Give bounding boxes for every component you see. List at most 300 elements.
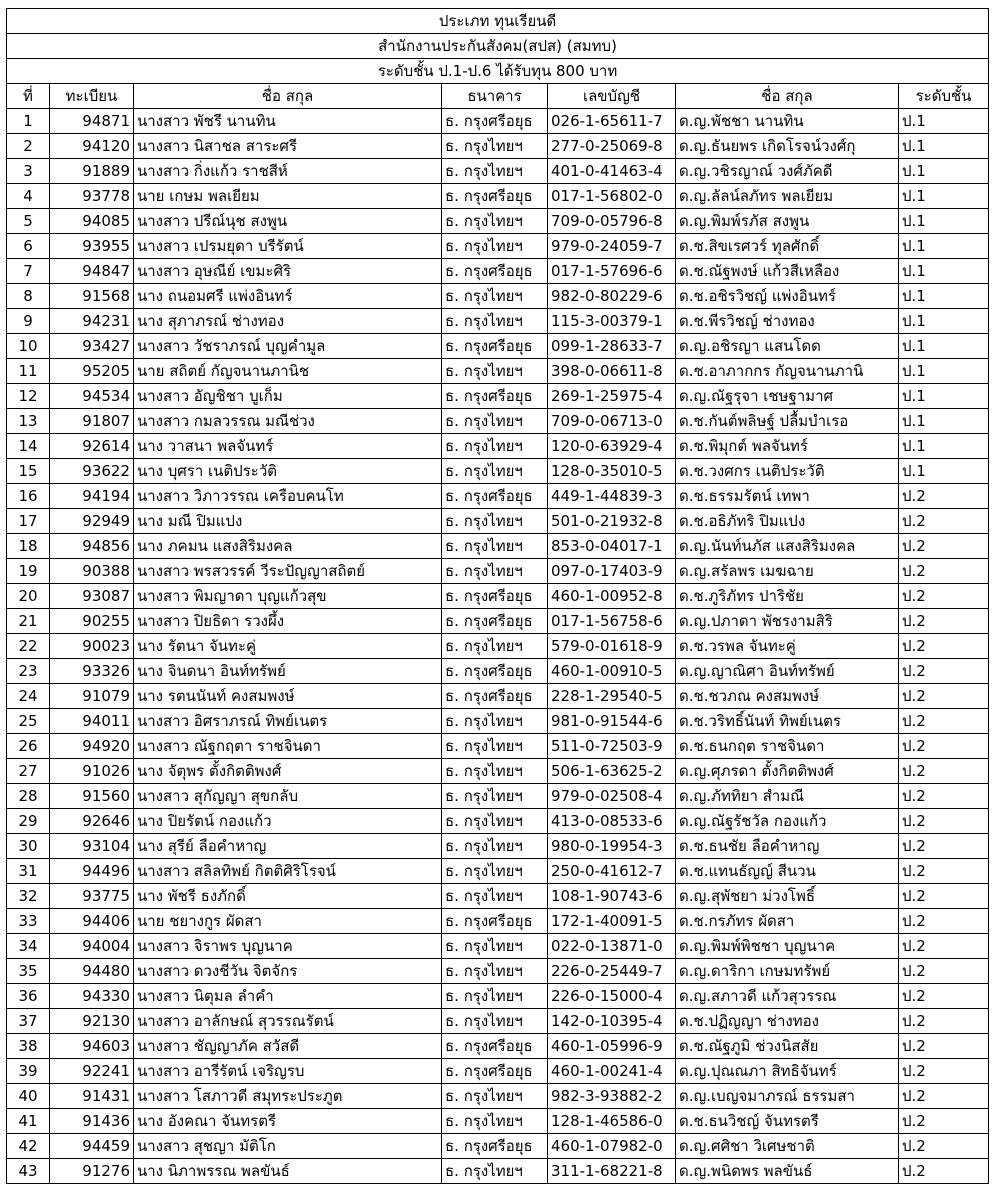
registration-number: 91079 (50, 684, 134, 709)
account-number: 511-0-72503-9 (548, 734, 676, 759)
registration-number: 91560 (50, 784, 134, 809)
student-name: ด.ญ.ธันยพร เกิดโรจน์วงศ์กุ (676, 134, 899, 159)
bank-name: ธ. กรุงศรีอยุธ (442, 184, 548, 209)
student-name: ด.ช.ชวภณ คงสมพงษ์ (676, 684, 899, 709)
table-row (7, 1134, 989, 1159)
grade-level: ป.2 (899, 1009, 989, 1034)
row-number: 41 (7, 1109, 50, 1134)
parent-name: นางสาว วัชราภรณ์ บุญคำมูล (134, 334, 442, 359)
grade-level: ป.2 (899, 584, 989, 609)
bank-name: ธ. กรุงไทยฯ (442, 134, 548, 159)
bank-name: ธ. กรุงไทยฯ (442, 784, 548, 809)
bank-name: ธ. กรุงไทยฯ (442, 459, 548, 484)
grade-level: ป.2 (899, 959, 989, 984)
student-name: ด.ญ.ดาริกา เกษมทรัพย์ (676, 959, 899, 984)
grade-level: ป.2 (899, 809, 989, 834)
grade-level: ป.2 (899, 984, 989, 1009)
parent-name: นาย สถิตย์ กัญจนานภานิช (134, 359, 442, 384)
table-row (7, 1109, 989, 1134)
grade-level: ป.2 (899, 1109, 989, 1134)
grade-level: ป.2 (899, 859, 989, 884)
row-number: 23 (7, 659, 50, 684)
grade-level: ป.1 (899, 434, 989, 459)
student-name: ด.ช.กันต์พลิษฐ์ ปลื้มบำเรอ (676, 409, 899, 434)
bank-name: ธ. กรุงศรีอยุธ (442, 484, 548, 509)
bank-name: ธ. กรุงไทยฯ (442, 884, 548, 909)
grade-level: ป.2 (899, 909, 989, 934)
parent-name: นาง ปิยรัตน์ กองแก้ว (134, 809, 442, 834)
table-row (7, 559, 989, 584)
registration-number: 93955 (50, 234, 134, 259)
registration-number: 94856 (50, 534, 134, 559)
table-row (7, 734, 989, 759)
bank-name: ธ. กรุงศรีอยุธ (442, 259, 548, 284)
registration-number: 92241 (50, 1059, 134, 1084)
registration-number: 94920 (50, 734, 134, 759)
grade-level: ป.1 (899, 109, 989, 134)
table-row (7, 759, 989, 784)
bank-name: ธ. กรุงศรีอยุธ (442, 109, 548, 134)
student-name: ด.ญ.สภาวดี แก้วสุวรรณ (676, 984, 899, 1009)
row-number: 39 (7, 1059, 50, 1084)
bank-name: ธ. กรุงไทยฯ (442, 434, 548, 459)
table-row (7, 784, 989, 809)
row-number: 33 (7, 909, 50, 934)
row-number: 19 (7, 559, 50, 584)
account-number: 228-1-29540-5 (548, 684, 676, 709)
parent-name: นาย เกษม พลเยียม (134, 184, 442, 209)
bank-name: ธ. กรุงไทยฯ (442, 709, 548, 734)
bank-name: ธ. กรุงศรีอยุธ (442, 609, 548, 634)
parent-name: นางสาว พิมญาดา บุญแก้วสุข (134, 584, 442, 609)
table-row (7, 309, 989, 334)
table-row (7, 359, 989, 384)
student-name: ด.ญ.ปุณณภา สิทธิจันทร์ (676, 1059, 899, 1084)
table-row (7, 209, 989, 234)
student-name: ด.ญ.ญาณิศา อินท์ทรัพย์ (676, 659, 899, 684)
account-number: 311-1-68221-8 (548, 1159, 676, 1184)
bank-name: ธ. กรุงไทยฯ (442, 159, 548, 184)
parent-name: นาย ชยางกูร ผัดสา (134, 909, 442, 934)
account-number: 460-1-07982-0 (548, 1134, 676, 1159)
table-row (7, 234, 989, 259)
bank-name: ธ. กรุงไทยฯ (442, 284, 548, 309)
bank-name: ธ. กรุงไทยฯ (442, 1009, 548, 1034)
bank-name: ธ. กรุงไทยฯ (442, 959, 548, 984)
registration-number: 94480 (50, 959, 134, 984)
registration-number: 91568 (50, 284, 134, 309)
agency-title: สำนักงานประกันสังคม(สปส) (สมทบ) (7, 34, 989, 59)
bank-name: ธ. กรุงไทยฯ (442, 1109, 548, 1134)
table-row (7, 409, 989, 434)
bank-name: ธ. กรุงไทยฯ (442, 984, 548, 1009)
table-row (7, 259, 989, 284)
student-name: ด.ช.ภูริภัทร ปาริชัย (676, 584, 899, 609)
bank-name: ธ. กรุงศรีอยุธ (442, 909, 548, 934)
grade-level: ป.2 (899, 784, 989, 809)
parent-name: นางสาว กิ่งแก้ว ราชสีห์ (134, 159, 442, 184)
student-name: ด.ช.สิขเรศวร์ ทุลศักดิ์ (676, 234, 899, 259)
account-number: 398-0-06611-8 (548, 359, 676, 384)
account-number: 128-0-35010-5 (548, 459, 676, 484)
account-number: 250-0-41612-7 (548, 859, 676, 884)
table-row (7, 959, 989, 984)
table-row (7, 384, 989, 409)
table-row (7, 834, 989, 859)
account-number: 980-0-19954-3 (548, 834, 676, 859)
account-number: 460-1-00910-5 (548, 659, 676, 684)
grade-level: ป.1 (899, 384, 989, 409)
parent-name: นางสาว นิสาชล สาระศรี (134, 134, 442, 159)
student-name: ด.ญ.ณัฐรุจา เชษฐามาศ (676, 384, 899, 409)
account-number: 022-0-13871-0 (548, 934, 676, 959)
registration-number: 94194 (50, 484, 134, 509)
registration-number: 92646 (50, 809, 134, 834)
parent-name: นางสาว วิภาวรรณ เครือบคนโท (134, 484, 442, 509)
registration-number: 91026 (50, 759, 134, 784)
student-name: ด.ช.อาภากกร กัญจนานภานิ (676, 359, 899, 384)
student-name: ด.ช.วริทธิ์นันท์ ทิพย์เนตร (676, 709, 899, 734)
table-row (7, 634, 989, 659)
account-number: 460-1-00241-4 (548, 1059, 676, 1084)
grade-level: ป.1 (899, 134, 989, 159)
row-number: 11 (7, 359, 50, 384)
grade-level: ป.2 (899, 1034, 989, 1059)
parent-name: นางสาว อารีรัตน์ เจริญรบ (134, 1059, 442, 1084)
registration-number: 91889 (50, 159, 134, 184)
table-row (7, 334, 989, 359)
row-number: 25 (7, 709, 50, 734)
bank-name: ธ. กรุงศรีอยุธ (442, 584, 548, 609)
table-row (7, 159, 989, 184)
bank-name: ธ. กรุงไทยฯ (442, 1084, 548, 1109)
registration-number: 94534 (50, 384, 134, 409)
table-row (7, 1059, 989, 1084)
row-number: 35 (7, 959, 50, 984)
registration-number: 94330 (50, 984, 134, 1009)
grade-level: ป.1 (899, 409, 989, 434)
grade-level: ป.1 (899, 159, 989, 184)
grade-level: ป.2 (899, 684, 989, 709)
bank-name: ธ. กรุงไทยฯ (442, 234, 548, 259)
grade-level: ป.2 (899, 484, 989, 509)
parent-name: นางสาว นิตุมล ลำคำ (134, 984, 442, 1009)
student-name: ด.ช.ณัฐภูมิ ช่วงนิสสัย (676, 1034, 899, 1059)
row-number: 26 (7, 734, 50, 759)
row-number: 7 (7, 259, 50, 284)
student-name: ด.ญ.สุพัชยา ม่วงโพธิ์ (676, 884, 899, 909)
account-number: 099-1-28633-7 (548, 334, 676, 359)
registration-number: 91807 (50, 409, 134, 434)
row-number: 30 (7, 834, 50, 859)
student-name: ด.ญ.เบญจมาภรณ์ ธรรมสา (676, 1084, 899, 1109)
grade-level: ป.2 (899, 1059, 989, 1084)
grade-level: ป.1 (899, 359, 989, 384)
registration-number: 93104 (50, 834, 134, 859)
table-row (7, 1034, 989, 1059)
grade-level: ป.2 (899, 609, 989, 634)
bank-name: ธ. กรุงศรีอยุธ (442, 1134, 548, 1159)
student-name: ด.ช.วงศกร เนติประวัติ (676, 459, 899, 484)
account-number: 982-0-80229-6 (548, 284, 676, 309)
grade-level: ป.2 (899, 1134, 989, 1159)
parent-name: นางสาว เปรมยุดา บรีรัตน์ (134, 234, 442, 259)
col-header-parent-name: ชื่อ สกุล (134, 84, 442, 109)
account-number: 579-0-01618-9 (548, 634, 676, 659)
row-number: 43 (7, 1159, 50, 1184)
registration-number: 92614 (50, 434, 134, 459)
parent-name: นางสาว สุกัญญา สุขกลับ (134, 784, 442, 809)
grade-level: ป.1 (899, 459, 989, 484)
table-row (7, 909, 989, 934)
registration-number: 94871 (50, 109, 134, 134)
registration-number: 90023 (50, 634, 134, 659)
parent-name: นาง จัตุพร ตั้งกิตติพงศ์ (134, 759, 442, 784)
table-row (7, 109, 989, 134)
grade-level: ป.1 (899, 309, 989, 334)
bank-name: ธ. กรุงไทยฯ (442, 759, 548, 784)
registration-number: 94120 (50, 134, 134, 159)
account-number: 981-0-91544-6 (548, 709, 676, 734)
account-number: 108-1-90743-6 (548, 884, 676, 909)
registration-number: 93427 (50, 334, 134, 359)
col-header-grade: ระดับชั้น (899, 84, 989, 109)
parent-name: นาง ภคมน แสงสิริมงคล (134, 534, 442, 559)
row-number: 18 (7, 534, 50, 559)
student-name: ด.ญ.พิมพ์พิชชา บุญนาค (676, 934, 899, 959)
account-number: 506-1-63625-2 (548, 759, 676, 784)
table-row (7, 809, 989, 834)
row-number: 21 (7, 609, 50, 634)
account-number: 709-0-05796-8 (548, 209, 676, 234)
account-number: 413-0-08533-6 (548, 809, 676, 834)
parent-name: นางสาว ดวงชีวัน จิตจักร (134, 959, 442, 984)
row-number: 40 (7, 1084, 50, 1109)
grade-level: ป.1 (899, 234, 989, 259)
account-number: 979-0-24059-7 (548, 234, 676, 259)
parent-name: นางสาว สลิลทิพย์ กิตติศิริโรจน์ (134, 859, 442, 884)
parent-name: นางสาว ปิยธิดา รวงผึ้ง (134, 609, 442, 634)
account-number: 982-3-93882-2 (548, 1084, 676, 1109)
parent-name: นาง วาสนา พลจันทร์ (134, 434, 442, 459)
table-row (7, 659, 989, 684)
table-body (7, 109, 989, 1184)
bank-name: ธ. กรุงไทยฯ (442, 559, 548, 584)
table-row (7, 509, 989, 534)
bank-name: ธ. กรุงไทยฯ (442, 534, 548, 559)
bank-name: ธ. กรุงไทยฯ (442, 634, 548, 659)
registration-number: 93087 (50, 584, 134, 609)
registration-number: 91431 (50, 1084, 134, 1109)
row-number: 8 (7, 284, 50, 309)
row-number: 5 (7, 209, 50, 234)
row-number: 9 (7, 309, 50, 334)
parent-name: นาง นิภาพรรณ พลขันธ์ (134, 1159, 442, 1184)
grade-level: ป.1 (899, 284, 989, 309)
grade-level: ป.2 (899, 559, 989, 584)
student-name: ด.ช.วรพล จันทะคู่ (676, 634, 899, 659)
registration-number: 94011 (50, 709, 134, 734)
registration-number: 94231 (50, 309, 134, 334)
account-number: 269-1-25975-4 (548, 384, 676, 409)
table-row (7, 859, 989, 884)
bank-name: ธ. กรุงไทยฯ (442, 309, 548, 334)
student-name: ด.ญ.ภัททิยา สำมณี (676, 784, 899, 809)
scholarship-table (6, 8, 989, 1184)
account-number: 026-1-65611-7 (548, 109, 676, 134)
parent-name: นางสาว อัญชิชา บูเก็ม (134, 384, 442, 409)
row-number: 22 (7, 634, 50, 659)
parent-name: นางสาว ณัฐกฤตา ราชจินดา (134, 734, 442, 759)
row-number: 2 (7, 134, 50, 159)
row-number: 31 (7, 859, 50, 884)
account-number: 017-1-57696-6 (548, 259, 676, 284)
registration-number: 91436 (50, 1109, 134, 1134)
grade-level: ป.1 (899, 209, 989, 234)
bank-name: ธ. กรุงศรีอยุธ (442, 684, 548, 709)
parent-name: นางสาว ปรีณ์นุช สงพูน (134, 209, 442, 234)
account-number: 501-0-21932-8 (548, 509, 676, 534)
registration-number: 93778 (50, 184, 134, 209)
parent-name: นางสาว อุษณีย์ เขมะศิริ (134, 259, 442, 284)
grade-level: ป.2 (899, 709, 989, 734)
account-number: 979-0-02508-4 (548, 784, 676, 809)
table-row (7, 459, 989, 484)
table-row (7, 284, 989, 309)
student-name: ด.ญ.นันท์นภัส แสงสิริมงคล (676, 534, 899, 559)
table-row (7, 184, 989, 209)
grade-level: ป.2 (899, 759, 989, 784)
student-name: ด.ช.กรภัทร ผัดสา (676, 909, 899, 934)
col-header-no: ที่ (7, 84, 50, 109)
bank-name: ธ. กรุงไทยฯ (442, 209, 548, 234)
bank-name: ธ. กรุงไทยฯ (442, 734, 548, 759)
bank-name: ธ. กรุงศรีอยุธ (442, 334, 548, 359)
student-name: ด.ญ.ปภาดา พัชรงามสิริ (676, 609, 899, 634)
bank-name: ธ. กรุงศรีอยุธ (442, 659, 548, 684)
grade-level: ป.2 (899, 1084, 989, 1109)
student-name: ด.ช.ธนกฤต ราชจินดา (676, 734, 899, 759)
parent-name: นาง บุศรา เนติประวัติ (134, 459, 442, 484)
table-row (7, 534, 989, 559)
registration-number: 94085 (50, 209, 134, 234)
student-name: ด.ช.ธนวิชญ์ จันทรตรี (676, 1109, 899, 1134)
registration-number: 93622 (50, 459, 134, 484)
parent-name: นาง สุรีย์ ลือคำหาญ (134, 834, 442, 859)
student-name: ด.ช.ธนชัย ลือคำหาญ (676, 834, 899, 859)
parent-name: นาง มณี ปิมแปง (134, 509, 442, 534)
row-number: 4 (7, 184, 50, 209)
student-name: ด.ญ.ศศิชา วิเศษชาติ (676, 1134, 899, 1159)
grade-level: ป.1 (899, 184, 989, 209)
account-number: 277-0-25069-8 (548, 134, 676, 159)
registration-number: 92949 (50, 509, 134, 534)
grade-level: ป.1 (899, 334, 989, 359)
bank-name: ธ. กรุงไทยฯ (442, 359, 548, 384)
table-row (7, 434, 989, 459)
student-name: ด.ช.ณัฐพงษ์ แก้วสีเหลือง (676, 259, 899, 284)
column-header-row (7, 84, 989, 109)
table-row (7, 884, 989, 909)
parent-name: นางสาว อาลักษณ์ สุวรรณรัตน์ (134, 1009, 442, 1034)
parent-name: นาง จินดนา อินท์ทรัพย์ (134, 659, 442, 684)
row-number: 36 (7, 984, 50, 1009)
student-name: ด.ญ.อชิรญา แสนโดด (676, 334, 899, 359)
table-row (7, 484, 989, 509)
row-number: 13 (7, 409, 50, 434)
account-number: 097-0-17403-9 (548, 559, 676, 584)
table-row (7, 984, 989, 1009)
registration-number: 92130 (50, 1009, 134, 1034)
col-header-student-name: ชื่อ สกุล (676, 84, 899, 109)
table-row (7, 1159, 989, 1184)
registration-number: 94004 (50, 934, 134, 959)
table-row (7, 1084, 989, 1109)
row-number: 14 (7, 434, 50, 459)
grade-level: ป.2 (899, 634, 989, 659)
student-name: ด.ญ.พิมพ์รภัส สงพูน (676, 209, 899, 234)
parent-name: นางสาว พรสวรรค์ วีระปัญญาสถิตย์ (134, 559, 442, 584)
account-number: 017-1-56758-6 (548, 609, 676, 634)
student-name: ด.ญ.ศุภรดา ตั้งกิตติพงศ์ (676, 759, 899, 784)
row-number: 1 (7, 109, 50, 134)
parent-name: นางสาว โสภาวดี สมุทระประภูต (134, 1084, 442, 1109)
bank-name: ธ. กรุงไทยฯ (442, 809, 548, 834)
account-number: 128-1-46586-0 (548, 1109, 676, 1134)
account-number: 226-0-25449-7 (548, 959, 676, 984)
table-row (7, 609, 989, 634)
account-number: 172-1-40091-5 (548, 909, 676, 934)
student-name: ด.ช.พิมุกต์ พลจันทร์ (676, 434, 899, 459)
bank-name: ธ. กรุงไทยฯ (442, 834, 548, 859)
bank-name: ธ. กรุงไทยฯ (442, 934, 548, 959)
row-number: 38 (7, 1034, 50, 1059)
registration-number: 94603 (50, 1034, 134, 1059)
grade-level: ป.2 (899, 1159, 989, 1184)
row-number: 15 (7, 459, 50, 484)
bank-name: ธ. กรุงศรีอยุธ (442, 384, 548, 409)
row-number: 17 (7, 509, 50, 534)
row-number: 12 (7, 384, 50, 409)
registration-number: 90255 (50, 609, 134, 634)
registration-number: 91276 (50, 1159, 134, 1184)
grade-level: ป.2 (899, 509, 989, 534)
account-number: 226-0-15000-4 (548, 984, 676, 1009)
student-name: ด.ญ.พนิดพร พลขันธ์ (676, 1159, 899, 1184)
grade-level: ป.1 (899, 259, 989, 284)
student-name: ด.ญ.ณัฐรัชวัล กองแก้ว (676, 809, 899, 834)
row-number: 34 (7, 934, 50, 959)
row-number: 32 (7, 884, 50, 909)
registration-number: 94459 (50, 1134, 134, 1159)
col-header-bank: ธนาคาร (442, 84, 548, 109)
document-title: ประเภท ทุนเรียนดี (7, 9, 989, 34)
registration-number: 93775 (50, 884, 134, 909)
parent-name: นางสาว อิศราภรณ์ ทิพย์เนตร (134, 709, 442, 734)
account-number: 401-0-41463-4 (548, 159, 676, 184)
student-name: ด.ช.ธรรมรัตน์ เทพา (676, 484, 899, 509)
scholarship-sheet (6, 8, 988, 1184)
account-number: 142-0-10395-4 (548, 1009, 676, 1034)
parent-name: นางสาว ชัญญาภัค สวัสดี (134, 1034, 442, 1059)
registration-number: 90388 (50, 559, 134, 584)
row-number: 37 (7, 1009, 50, 1034)
account-number: 853-0-04017-1 (548, 534, 676, 559)
parent-name: นางสาว พัชรี นานทิน (134, 109, 442, 134)
bank-name: ธ. กรุงไทยฯ (442, 1159, 548, 1184)
row-number: 3 (7, 159, 50, 184)
row-number: 27 (7, 759, 50, 784)
